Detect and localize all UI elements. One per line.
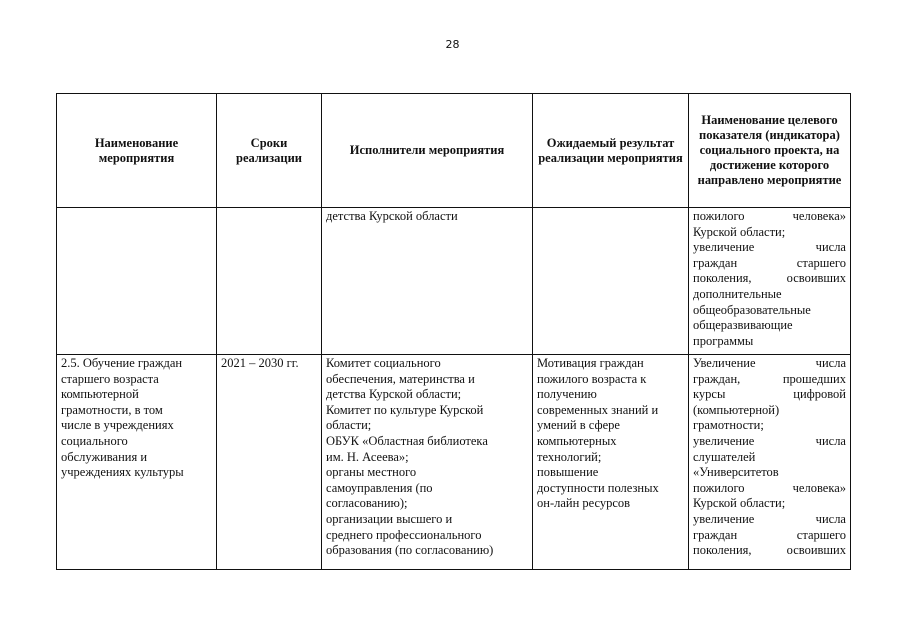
cell-line: детства Курской области bbox=[326, 209, 458, 223]
executors-cell bbox=[322, 355, 533, 570]
header-target-indicator: Наименование целевого показателя (индикатора) социального проекта, на достижение которого направлено мероприятие bbox=[689, 94, 851, 208]
table-row bbox=[57, 208, 851, 355]
cell-line: детства Курской области; bbox=[326, 387, 462, 402]
cell-line: умений в сфере bbox=[537, 418, 620, 433]
target-indicator-cell bbox=[689, 208, 851, 355]
cell-line: грамотности, в том bbox=[61, 402, 163, 417]
cell-line: граждан старшего bbox=[693, 255, 846, 270]
page-number: 28 bbox=[445, 38, 460, 51]
cell-line: старшего возраста bbox=[61, 371, 159, 386]
cell-line: Курской области; bbox=[693, 496, 786, 511]
cell-line: повышение bbox=[537, 465, 599, 480]
header-measure-name: Наименование мероприятия bbox=[57, 94, 217, 208]
cell-line: обеспечения, материнства и bbox=[326, 371, 475, 386]
cell-line: программы bbox=[693, 333, 754, 348]
cell-line: пожилого человека» bbox=[693, 480, 846, 495]
cell-line: пожилого возраста к bbox=[537, 371, 647, 386]
cell-line: современных знаний и bbox=[537, 402, 659, 417]
cell-line: Увеличение числа bbox=[693, 356, 846, 370]
cell-line: увеличение числа bbox=[693, 511, 846, 526]
cell-line: получению bbox=[537, 387, 597, 402]
cell-line: пожилого человека» bbox=[693, 209, 846, 223]
header-executors: Исполнители мероприятия bbox=[322, 94, 533, 208]
cell-line: технологий; bbox=[537, 449, 602, 464]
cell-line: он-лайн ресурсов bbox=[537, 496, 631, 511]
cell-line: граждан, прошедших bbox=[693, 371, 846, 386]
cell-line: числе в учреждениях bbox=[61, 418, 174, 433]
timeframe-cell bbox=[217, 208, 322, 355]
cell-line: им. Н. Асеева»; bbox=[326, 449, 409, 464]
cell-line: образования (по согласованию) bbox=[326, 543, 494, 558]
cell-line: Комитет социального bbox=[326, 356, 441, 370]
header-timeframe: Сроки реализации bbox=[217, 94, 322, 208]
cell-line: граждан старшего bbox=[693, 527, 846, 542]
measure-name-cell bbox=[57, 208, 217, 355]
cell-line: увеличение числа bbox=[693, 433, 846, 448]
cell-line: обслуживания и bbox=[61, 449, 148, 464]
timeframe-cell: 2021 – 2030 гг. bbox=[217, 355, 322, 570]
cell-line: среднего профессионального bbox=[326, 527, 482, 542]
expected-result-cell bbox=[533, 355, 689, 570]
header-row bbox=[57, 94, 851, 208]
cell-line: согласованию); bbox=[326, 496, 408, 511]
cell-line: грамотности; bbox=[693, 418, 764, 433]
target-indicator-cell bbox=[689, 355, 851, 570]
table-row bbox=[57, 355, 851, 570]
cell-line: Комитет по культуре Курской bbox=[326, 402, 484, 417]
cell-line: ОБУК «Областная библиотека bbox=[326, 433, 488, 448]
measure-name-cell bbox=[57, 355, 217, 570]
cell-line: слушателей bbox=[693, 449, 756, 464]
executors-cell bbox=[322, 208, 533, 355]
cell-line: органы местного bbox=[326, 465, 417, 480]
cell-line: общеразвивающие bbox=[693, 318, 793, 333]
cell-line: доступности полезных bbox=[537, 480, 659, 495]
cell-line: организации высшего и bbox=[326, 511, 453, 526]
cell-line: общеобразовательные bbox=[693, 302, 811, 317]
measures-table bbox=[56, 93, 851, 570]
cell-line: 2.5. Обучение граждан bbox=[61, 356, 183, 370]
cell-line: дополнительные bbox=[693, 286, 782, 301]
cell-line: курсы цифровой bbox=[693, 387, 846, 402]
cell-line: компьютерной bbox=[61, 387, 139, 402]
cell-line: поколения, освоивших bbox=[693, 271, 846, 286]
header-expected-result: Ожидаемый результат реализации мероприятия bbox=[533, 94, 689, 208]
cell-line: социального bbox=[61, 433, 128, 448]
cell-line: самоуправления (по bbox=[326, 480, 433, 495]
expected-result-cell bbox=[533, 208, 689, 355]
cell-line: (компьютерной) bbox=[693, 402, 780, 417]
cell-line: увеличение числа bbox=[693, 240, 846, 255]
cell-line: «Университетов bbox=[693, 465, 779, 480]
cell-line: Мотивация граждан bbox=[537, 356, 644, 370]
cell-line: учреждениях культуры bbox=[61, 465, 184, 480]
cell-line: Курской области; bbox=[693, 224, 786, 239]
cell-line: компьютерных bbox=[537, 433, 617, 448]
cell-line: поколения, освоивших bbox=[693, 543, 846, 558]
cell-line: области; bbox=[326, 418, 372, 433]
